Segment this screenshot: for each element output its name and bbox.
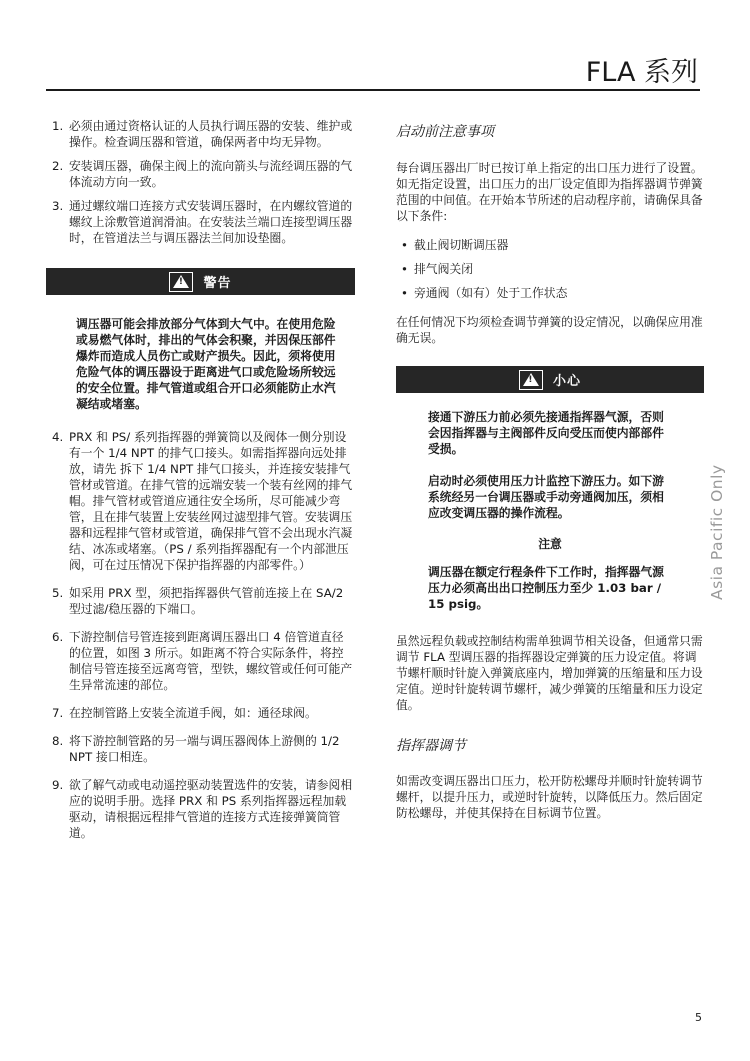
- left-column: [50, 118, 353, 841]
- page-title: FLA 系列: [585, 57, 698, 88]
- step-text: 安装调压器，确保主阀上的流向箭头与流经调压器的气体流动方向一致。: [69, 159, 353, 189]
- steps-list-a: [50, 118, 353, 246]
- caution-text-1: 接通下游压力前必须先接通指挥器气源，否则会因指挥器与主阀部件反向受压而使内部部件受损。: [428, 410, 664, 456]
- step-number: 2.: [52, 159, 64, 173]
- step-text: 通过螺纹端口连接方式安装调压器时，在内螺纹管道的螺纹上涂敷管道润滑油。在安装法兰端口连接型调压器时，在管道法兰与调压器法兰间加设垫圈。: [69, 199, 353, 245]
- warning-label: 警告: [203, 276, 232, 291]
- step-text: 必须由通过资格认证的人员执行调压器的安装、维护或操作。检查调压器和管道，确保两者中均无异物。: [69, 119, 353, 149]
- pilot-heading: 指挥器调节: [396, 738, 466, 754]
- step-number: 4.: [52, 430, 64, 444]
- list-item: [50, 585, 353, 617]
- list-item: [50, 198, 353, 246]
- caution-label: 小心: [552, 374, 581, 389]
- step-number: 6.: [52, 630, 64, 644]
- warning-text: 调压器可能会排放部分气体到大气中。在使用危险或易燃气体时，排出的气体会积聚，并因保压部件爆炸而造成人员伤亡或财产损失。因此，须将使用危险气体的调压器设于距离进气口或危险场所较远的安全位置。排气管道或组合开口必须能防止水汽凝结或堵塞。: [76, 317, 336, 411]
- list-item: [50, 118, 353, 150]
- list-item: [50, 429, 353, 573]
- step-text: 在控制管路上安装全流道手阀，如：通径球阀。: [69, 706, 317, 720]
- step-text: 下游控制信号管连接到距离调压器出口 4 倍管道直径的位置，如图 3 所示。如距离不符合实际条件，将控制信号管连接至远离弯管，型铁，螺纹管或任何可能产生异常流速的部位。: [69, 630, 353, 692]
- remote-text: 虽然远程负载或控制结构需单独调节相关设备，但通常只需调节 FLA 型调压器的指挥器设定弹簧的压力设定值。将调节螺杆顺时针旋入弹簧底座内，增加弹簧的压缩量和压力设定值。逆时针旋转调节螺杆，减少弹簧的压缩量和压力设定值。: [396, 634, 703, 712]
- list-item: • 排气阀关闭: [396, 261, 704, 277]
- step-number: 7.: [52, 706, 64, 720]
- page-number: 5: [695, 1011, 702, 1024]
- list-item: [50, 733, 353, 765]
- list-item: • 旁通阀（如有）处于工作状态: [396, 285, 704, 301]
- warning-bar: [46, 268, 355, 295]
- step-number: 3.: [52, 199, 64, 213]
- startup-intro: 每台调压器出厂时已按订单上指定的出口压力进行了设置。如无指定设置，出口压力的出厂设定值即为指挥器调节弹簧范围的中间值。在开始本节所述的启动程序前，请确保具备以下条件:: [396, 161, 703, 223]
- note-title: 注意: [538, 537, 562, 551]
- header-rule: [46, 89, 700, 91]
- region-side-label: Asia Pacific Only: [708, 464, 726, 600]
- steps-list-b: [50, 429, 353, 841]
- warning-triangle-icon: !: [169, 272, 193, 292]
- caution-bar: [396, 366, 704, 393]
- list-item: [50, 777, 353, 841]
- caution-triangle-icon: !: [519, 370, 543, 390]
- caution-text-2: 启动时必须使用压力计监控下游压力。如下游系统经另一台调压器或手动旁通阀加压，须相应改变调压器的操作流程。: [428, 474, 664, 520]
- step-text: 如采用 PRX 型，须把指挥器供气管前连接上在 SA/2 型过滤/稳压器的下端口。: [69, 586, 344, 616]
- startup-check: 在任何情况下均须检查调节弹簧的设定情况，以确保应用准确无误。: [396, 315, 703, 345]
- step-text: PRX 和 PS/ 系列指挥器的弹簧筒以及阀体一侧分别设有一个 1/4 NPT 的排气口接头。如需指挥器向远处排放，请先 拆下 1/4 NPT 排气口接头，并连接安装排气管材或管道。在排气管的远端安装一个装有丝网的排气帽。排气管材或管道应通往安全场所，尽可能减少弯管，且在排气装置上安装丝网过滤型排气管。安装调压器和远程排气管材或管道，确保排气管不会出现水汽凝结、冰冻或堵塞。（PS / 系列指挥器配有一个内部泄压阀，可在过压情况下保护指挥器的内部零件。）: [69, 430, 353, 572]
- step-number: 8.: [52, 734, 64, 748]
- note-text: 调压器在额定行程条件下工作时，指挥器气源压力必须高出出口控制压力至少 1.03 bar / 15 psig。: [428, 565, 664, 611]
- step-number: 1.: [52, 119, 64, 133]
- step-number: 9.: [52, 778, 64, 792]
- startup-heading: 启动前注意事项: [396, 124, 494, 140]
- list-item: [50, 705, 353, 721]
- step-text: 将下游控制管路的另一端与调压器阀体上游侧的 1/2 NPT 接口相连。: [69, 734, 340, 764]
- right-column: [396, 118, 704, 821]
- list-item: [50, 158, 353, 190]
- list-item: • 截止阀切断调压器: [396, 237, 704, 253]
- startup-bullets: [396, 237, 704, 301]
- list-item: [50, 629, 353, 693]
- step-number: 5.: [52, 586, 64, 600]
- step-text: 欲了解气动或电动遥控驱动装置选件的安装，请参阅相应的说明手册。选择 PRX 和 PS 系列指挥器远程加载驱动，请根据远程排气管道的连接方式连接弹簧筒管道。: [69, 778, 353, 840]
- pilot-text: 如需改变调压器出口压力，松开防松螺母并顺时针旋转调节螺杆，以提升压力，或逆时针旋转，以降低压力。然后固定防松螺母，并使其保持在目标调节位置。: [396, 774, 703, 820]
